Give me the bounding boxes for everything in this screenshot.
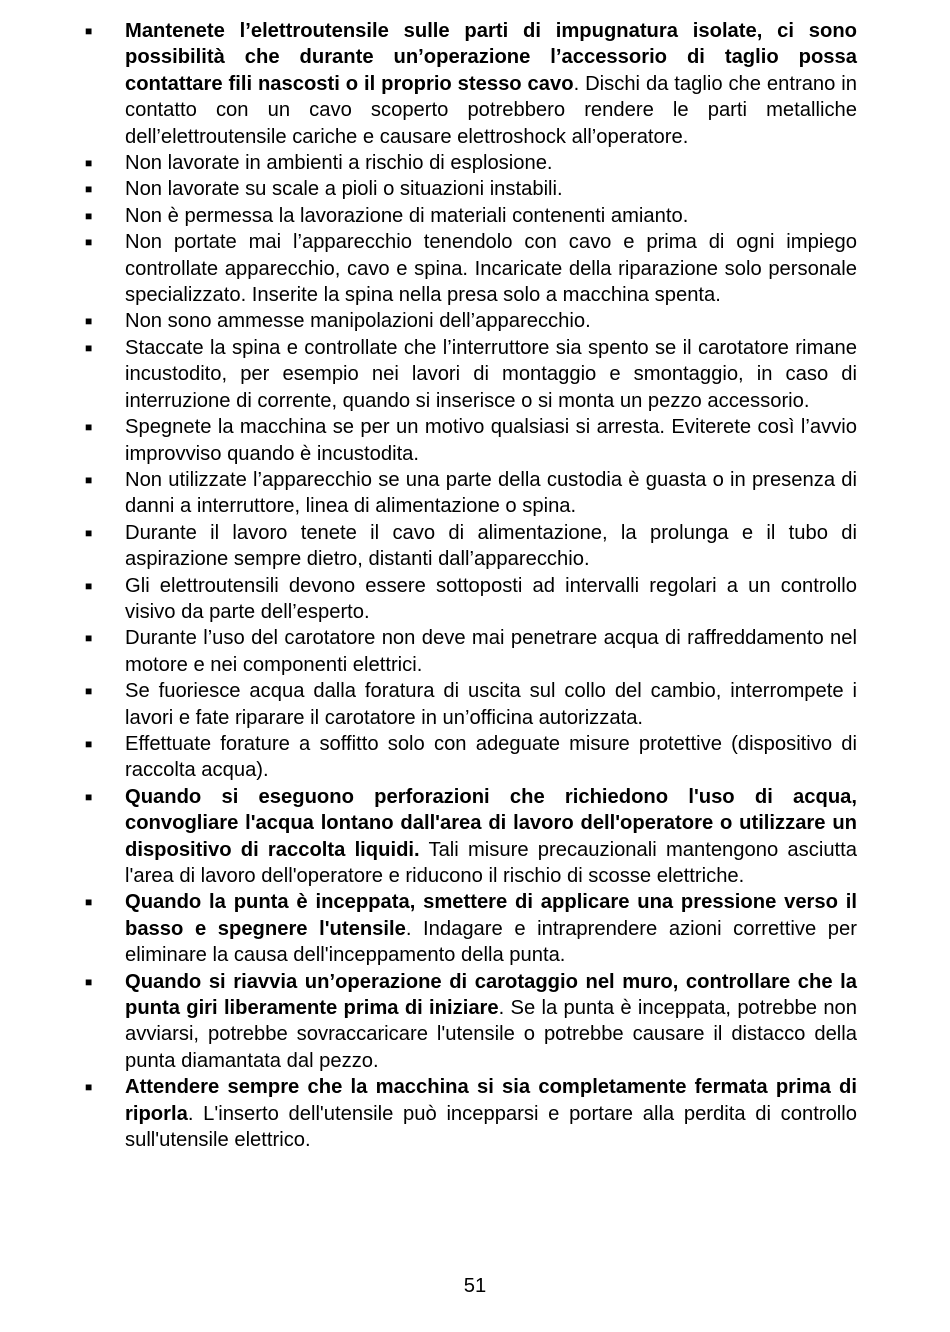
list-item-text [125,731,857,784]
bullet-icon: ■ [85,684,93,699]
bullet-icon: ■ [85,156,93,171]
list-item-text [125,467,857,520]
list-item [85,467,857,520]
bullet-icon: ■ [85,314,93,329]
list-item [85,573,857,626]
list-item [85,1074,857,1153]
list-item-regular-text: Non sono ammesse manipolazioni dell’apparecchio. [125,310,591,333]
list-item-regular-text: . L'inserto dell'utensile può incepparsi e portare alla perdita di controllo sull'utensile elettrico. [125,1102,857,1152]
bullet-icon: ■ [85,208,93,223]
list-item-text [125,784,857,890]
bullet-icon: ■ [85,525,93,540]
page-number: 51 [463,1275,487,1297]
list-item-text [125,573,857,626]
list-item-regular-text: . Se la punta è inceppata, potrebbe non avviarsi, potrebbe sovraccaricare l'utensile o potrebbe causare il distacco della punta diamantata dal pezzo. [125,997,857,1072]
list-item-text [125,678,857,731]
list-item-regular-text: Non è permessa la lavorazione di materiali contenenti amianto. [125,204,689,227]
list-item [85,889,857,968]
bullet-icon: ■ [85,578,93,593]
list-item-text [125,969,857,1075]
safety-instructions-list [85,18,857,1153]
list-item-regular-text: Staccate la spina e controllate che l’interruttore sia spento se il carotatore rimane incustodito, per esempio nei lavori di montaggio e smontaggio, in caso di interruzione di corrente, quando si inserisce o si monta un pezzo accessorio. [125,336,857,412]
bullet-icon: ■ [85,24,93,38]
list-item-regular-text: Non portate mai l’apparecchio tenendolo con cavo e prima di ogni impiego controllate apparecchio, cavo e spina. Incaricate della riparazione solo personale specializzato. Inserite la spina nella presa solo a macchina spenta. [125,231,857,307]
bullet-icon: ■ [85,420,93,435]
list-item-regular-text: Effettuate forature a soffitto solo con adeguate misure protettive (dispositivo di raccolta acqua). [125,732,857,782]
list-item [85,520,857,573]
list-item [85,731,857,784]
list-item-text [125,520,857,573]
list-item-regular-text: Durante il lavoro tenete il cavo di alimentazione, la prolunga e il tubo di aspirazione sempre dietro, distanti dall’apparecchio. [125,521,857,571]
list-item-regular-text: . Dischi da taglio che entrano in contatto con un cavo scoperto potrebbero rendere le parti metalliche dell’elettroutensile cariche e causare elettroshock all’operatore. [125,72,858,148]
bullet-icon: ■ [85,235,93,250]
bullet-icon: ■ [85,631,93,646]
list-item [85,784,857,890]
list-item-text [125,1074,857,1153]
list-item [85,18,857,150]
list-item-bold-text: Quando la punta è inceppata, smettere di applicare una pressione verso il basso e spegnere l'utensile [125,891,857,940]
list-item [85,176,857,202]
bullet-icon: ■ [85,472,93,487]
list-item [85,229,857,308]
list-item-text [125,335,857,414]
list-item-regular-text: Se fuoriesce acqua dalla foratura di uscita sul collo del cambio, interrompete i lavori e fate riparare il carotatore in un’officina autorizzata. [125,680,857,729]
list-item [85,203,857,229]
list-item-text [125,414,857,467]
list-item-text [125,176,857,202]
list-item [85,308,857,334]
list-item-text [125,308,857,334]
list-item-bold-text: Quando si riavvia un’operazione di carotaggio nel muro, controllare che la punta giri liberamente prima di iniziare [125,970,857,1020]
list-item-text [125,18,857,150]
list-item-regular-text: . Indagare e intraprendere azioni correttive per eliminare la causa dell'inceppamento della punta. [125,917,857,967]
list-item-regular-text: Gli elettroutensili devono essere sottoposti ad intervalli regolari a un controllo visivo da parte dell’esperto. [125,574,857,623]
list-item [85,969,857,1075]
list-item-bold-text: Attendere sempre che la macchina si sia completamente fermata prima di riporla [125,1076,857,1125]
list-item [85,335,857,414]
list-item-regular-text: Non utilizzate l’apparecchio se una parte della custodia è guasta o in presenza di danni a interruttore, linea di alimentazione o spina. [125,468,857,518]
list-item [85,625,857,678]
list-item-text [125,229,857,308]
list-item-text [125,625,857,678]
list-item-bold-text: Quando si eseguono perforazioni che richiedono l'uso di acqua, convogliare l'acqua lontano dall'area di lavoro dell'operatore o utilizzare un dispositivo di raccolta liquidi. [125,785,857,861]
list-item-bold-text: Mantenete l’elettroutensile sulle parti di impugnatura isolate, ci sono possibilità che durante un’operazione l’accessorio di taglio possa contattare fili nascosti o il proprio stesso cavo [125,20,857,95]
list-item-text [125,203,857,229]
bullet-icon: ■ [85,974,93,989]
bullet-icon: ■ [85,340,93,355]
list-item [85,678,857,731]
bullet-icon: ■ [85,789,93,804]
list-item-text [125,150,857,176]
list-item-text [125,889,857,968]
list-item [85,414,857,467]
list-item-regular-text: Spegnete la macchina se per un motivo qualsiasi si arresta. Eviterete così l’avvio improvviso quando è incustodita. [125,416,857,465]
bullet-icon: ■ [85,895,93,910]
list-item-regular-text: Tali misure precauzionali mantengono asciutta l'area di lavoro dell'operatore e riducono il rischio di scosse elettriche. [125,838,857,887]
bullet-icon: ■ [85,182,93,197]
list-item-regular-text: Durante l’uso del carotatore non deve mai penetrare acqua di raffreddamento nel motore e nei componenti elettrici. [125,627,857,676]
list-item [85,150,857,176]
list-item-regular-text: Non lavorate su scale a pioli o situazioni instabili. [125,178,563,201]
list-item-regular-text: Non lavorate in ambienti a rischio di esplosione. [125,152,553,175]
bullet-icon: ■ [85,736,93,751]
bullet-icon: ■ [85,1080,93,1095]
